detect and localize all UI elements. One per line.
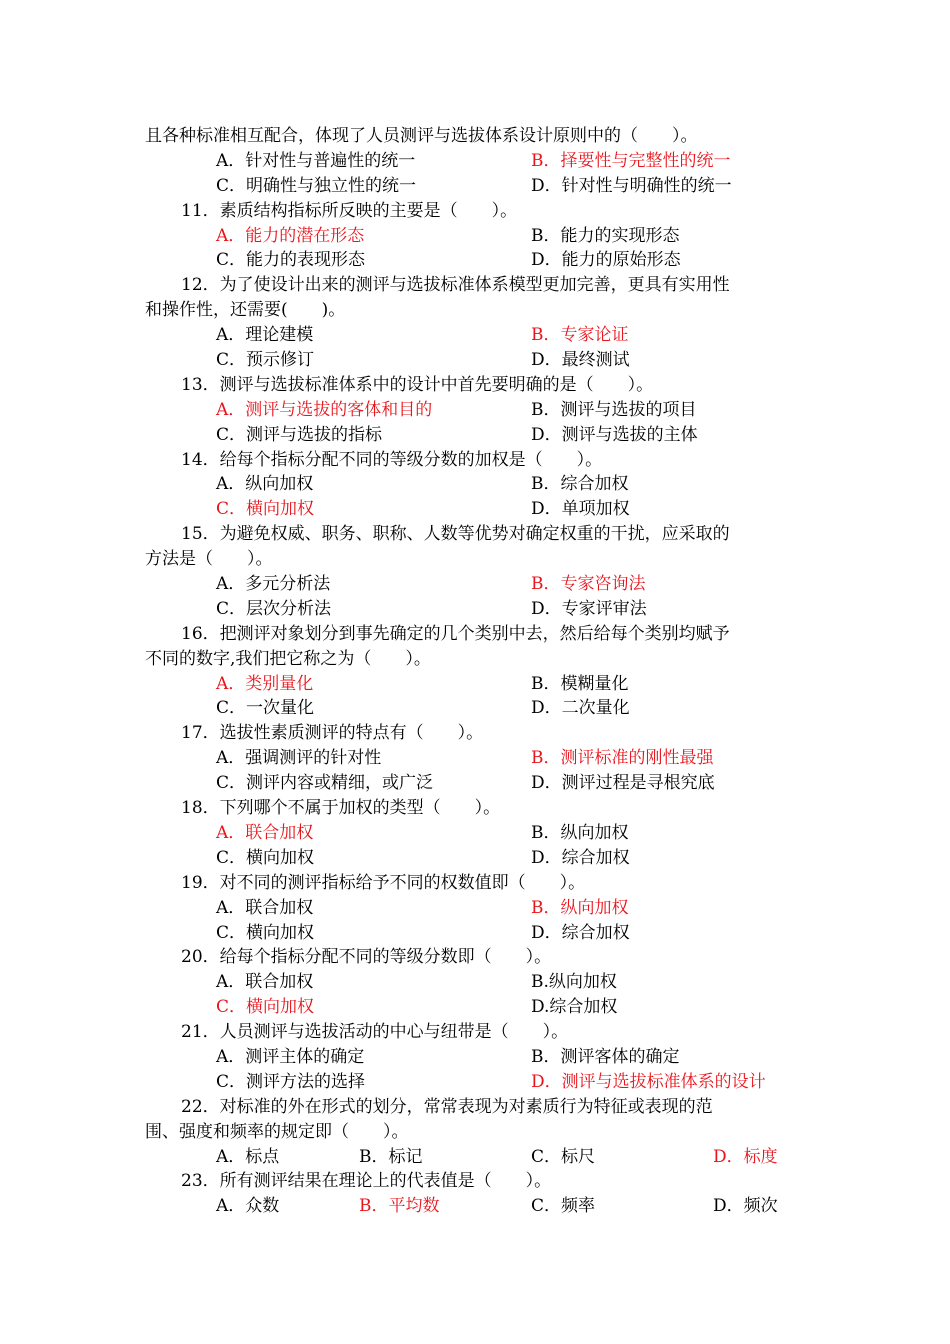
option-row bbox=[145, 398, 805, 423]
question-stem-continued: 围、强度和频率的规定即（ ）。 bbox=[145, 1121, 409, 1142]
option-c: C．横向加权 bbox=[216, 997, 315, 1018]
question-block bbox=[145, 1095, 805, 1170]
option-a: A．测评与选拔的客体和目的 bbox=[216, 399, 433, 420]
option-row bbox=[145, 1145, 805, 1170]
option-row bbox=[145, 497, 805, 522]
option-c: C．横向加权 bbox=[216, 499, 315, 520]
option-a: A．类别量化 bbox=[216, 673, 314, 694]
question-block bbox=[145, 448, 805, 523]
option-d: D．测评与选拔标准体系的设计 bbox=[531, 1071, 766, 1092]
option-row bbox=[145, 1194, 805, 1219]
question-block bbox=[145, 273, 805, 373]
option-d: D．专家评审法 bbox=[531, 598, 647, 619]
option-d: D．标度 bbox=[713, 1146, 778, 1167]
option-c: C．横向加权 bbox=[216, 922, 315, 943]
option-c: C．能力的表现形态 bbox=[216, 250, 366, 271]
intro-option-row bbox=[145, 149, 805, 174]
option-d: D．综合加权 bbox=[531, 922, 630, 943]
question-stem-continued: 不同的数字,我们把它称之为（ ）。 bbox=[145, 648, 431, 669]
option-d: D．最终测试 bbox=[531, 350, 630, 371]
question-stem: 18．下列哪个不属于加权的类型（ ）。 bbox=[181, 798, 501, 819]
intro-option-c: C．明确性与独立性的统一 bbox=[216, 175, 417, 196]
option-d: D．单项加权 bbox=[531, 499, 630, 520]
option-d: D．综合加权 bbox=[531, 847, 630, 868]
option-b: B．纵向加权 bbox=[531, 897, 629, 918]
option-a: A．纵向加权 bbox=[216, 474, 314, 495]
option-d: D．能力的原始形态 bbox=[531, 250, 681, 271]
question-stem: 13．测评与选拔标准体系中的设计中首先要明确的是（ ）。 bbox=[181, 374, 654, 395]
question-stem: 11．素质结构指标所反映的主要是（ ）。 bbox=[181, 200, 518, 221]
option-row bbox=[145, 821, 805, 846]
option-b: B．能力的实现形态 bbox=[531, 225, 680, 246]
option-c: C．标尺 bbox=[531, 1146, 596, 1167]
option-row bbox=[145, 1045, 805, 1070]
option-a: A．能力的潜在形态 bbox=[216, 225, 365, 246]
intro-option-a: A．针对性与普遍性的统一 bbox=[216, 150, 416, 171]
intro-text: 且各种标准相互配合，体现了人员测评与选拔体系设计原则中的（ ）。 bbox=[145, 126, 698, 146]
option-d: D．测评与选拔的主体 bbox=[531, 424, 698, 445]
question-stem: 23．所有测评结果在理论上的代表值是（ ）。 bbox=[181, 1171, 552, 1192]
question-block bbox=[145, 1020, 805, 1095]
question-stem-continued: 方法是（ ）。 bbox=[145, 549, 273, 570]
question-block bbox=[145, 522, 805, 622]
option-row bbox=[145, 423, 805, 448]
option-a: A．众数 bbox=[216, 1196, 280, 1217]
option-d: D.综合加权 bbox=[531, 997, 618, 1018]
question-stem: 16．把测评对象划分到事先确定的几个类别中去，然后给每个类别均赋予 bbox=[181, 623, 730, 644]
question-block bbox=[145, 1169, 805, 1219]
question-stem: 19．对不同的测评指标给予不同的权数值即（ ）。 bbox=[181, 872, 586, 893]
question-block bbox=[145, 622, 805, 722]
question-block bbox=[145, 373, 805, 448]
option-c: C．层次分析法 bbox=[216, 598, 332, 619]
option-a: A．强调测评的针对性 bbox=[216, 748, 382, 769]
option-row bbox=[145, 696, 805, 721]
option-a: A．标点 bbox=[216, 1146, 280, 1167]
option-row bbox=[145, 995, 805, 1020]
question-block bbox=[145, 199, 805, 274]
option-c: C．横向加权 bbox=[216, 847, 315, 868]
option-d: D．二次量化 bbox=[531, 698, 630, 719]
option-b: B．模糊量化 bbox=[531, 673, 629, 694]
option-c: C．预示修订 bbox=[216, 350, 315, 371]
option-row bbox=[145, 323, 805, 348]
option-a: A．联合加权 bbox=[216, 822, 314, 843]
option-row bbox=[145, 771, 805, 796]
option-b: B．标记 bbox=[359, 1146, 423, 1167]
option-c: C．一次量化 bbox=[216, 698, 315, 719]
option-a: A．测评主体的确定 bbox=[216, 1046, 365, 1067]
option-row bbox=[145, 248, 805, 273]
question-stem: 22．对标准的外在形式的划分，常常表现为对素质行为特征或表现的范 bbox=[181, 1096, 713, 1117]
question-stem-continued: 和操作性，还需要( )。 bbox=[145, 300, 346, 321]
option-b: B．测评客体的确定 bbox=[531, 1046, 680, 1067]
option-c: C．测评方法的选择 bbox=[216, 1071, 366, 1092]
option-b: B.纵向加权 bbox=[531, 972, 617, 993]
option-row bbox=[145, 348, 805, 373]
option-a: A．联合加权 bbox=[216, 972, 314, 993]
question-stem: 21．人员测评与选拔活动的中心与纽带是（ ）。 bbox=[181, 1022, 569, 1043]
option-row bbox=[145, 597, 805, 622]
option-row bbox=[145, 896, 805, 921]
option-a: A．多元分析法 bbox=[216, 574, 331, 595]
option-b: B．纵向加权 bbox=[531, 822, 629, 843]
option-row bbox=[145, 846, 805, 871]
option-c: C．测评内容或精细，或广泛 bbox=[216, 773, 434, 794]
option-row bbox=[145, 572, 805, 597]
question-block bbox=[145, 871, 805, 946]
option-row bbox=[145, 472, 805, 497]
option-b: B．综合加权 bbox=[531, 474, 629, 495]
option-a: A．理论建模 bbox=[216, 325, 314, 346]
question-stem: 14．给每个指标分配不同的等级分数的加权是（ ）。 bbox=[181, 449, 603, 470]
question-list bbox=[145, 124, 805, 1219]
option-b: B．平均数 bbox=[359, 1196, 440, 1217]
question-block bbox=[145, 721, 805, 796]
option-row bbox=[145, 921, 805, 946]
option-d: D．频次 bbox=[713, 1196, 778, 1217]
question-stem: 17．选拔性素质测评的特点有（ ）。 bbox=[181, 723, 484, 744]
option-row bbox=[145, 1070, 805, 1095]
intro-option-row bbox=[145, 174, 805, 199]
question-stem: 12．为了使设计出来的测评与选拔标准体系模型更加完善，更具有实用性 bbox=[181, 275, 730, 296]
question-block bbox=[145, 796, 805, 871]
option-b: B．测评标准的刚性最强 bbox=[531, 748, 714, 769]
option-b: B．专家咨询法 bbox=[531, 574, 646, 595]
option-row bbox=[145, 970, 805, 995]
option-row bbox=[145, 672, 805, 697]
option-b: B．测评与选拔的项目 bbox=[531, 399, 697, 420]
option-c: C．频率 bbox=[531, 1196, 596, 1217]
option-b: B．专家论证 bbox=[531, 325, 629, 346]
question-stem: 15．为避免权威、职务、职称、人数等优势对确定权重的干扰，应采取的 bbox=[181, 524, 730, 545]
option-a: A．联合加权 bbox=[216, 897, 314, 918]
intro-option-b: B．择要性与完整性的统一 bbox=[531, 150, 731, 171]
question-stem: 20．给每个指标分配不同的等级分数即（ ）。 bbox=[181, 947, 552, 968]
option-row bbox=[145, 746, 805, 771]
option-d: D．测评过程是寻根究底 bbox=[531, 773, 715, 794]
option-c: C．测评与选拔的指标 bbox=[216, 424, 383, 445]
option-row bbox=[145, 224, 805, 249]
intro-option-d: D．针对性与明确性的统一 bbox=[531, 175, 732, 196]
question-block bbox=[145, 945, 805, 1020]
